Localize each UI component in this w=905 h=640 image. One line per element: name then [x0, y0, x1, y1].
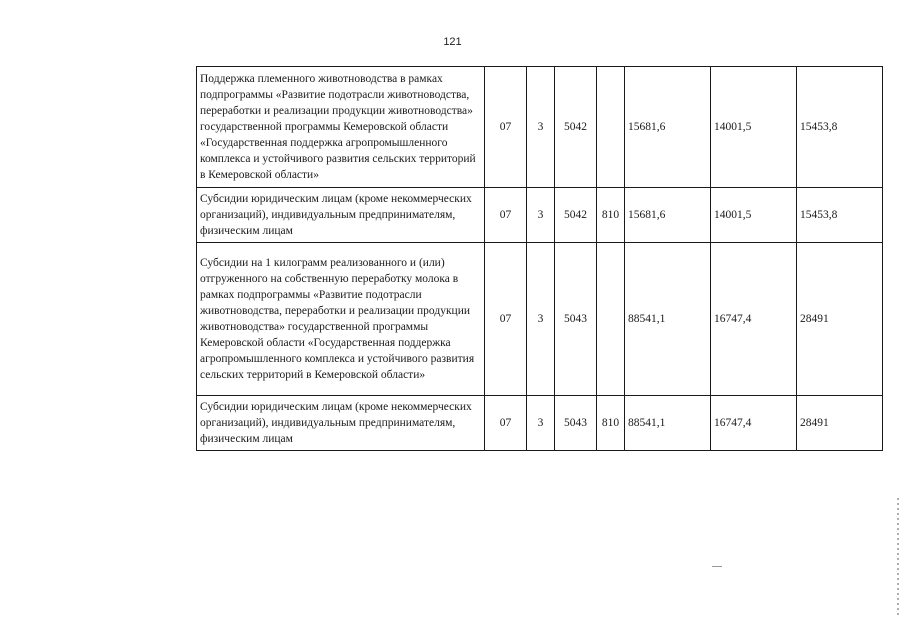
section-code: 07	[485, 67, 527, 188]
target-article-code: 5042	[555, 67, 597, 188]
amount-year-1: 88541,1	[625, 396, 711, 451]
row-description: Субсидии юридическим лицам (кроме некоммерческих организаций), индивидуальным предпринимателям, физическим лицам	[197, 188, 485, 243]
target-article-code: 5042	[555, 188, 597, 243]
section-code: 07	[485, 243, 527, 396]
target-article-code: 5043	[555, 243, 597, 396]
row-description: Субсидии на 1 килограмм реализованного и (или) отгруженного на собственную переработку молока в рамках подпрограммы «Развитие подотрасли животноводства, переработки и реализации продукции животноводства» государственной программы Кемеровской области «Государственная поддержка агропромышленного комплекса и устойчивого развития сельских территорий в Кемеровской области»	[197, 243, 485, 396]
subsection-code: 3	[527, 188, 555, 243]
amount-year-2: 14001,5	[711, 67, 797, 188]
page-number: 121	[443, 36, 462, 48]
section-code: 07	[485, 188, 527, 243]
amount-year-3: 15453,8	[797, 67, 883, 188]
subsection-code: 3	[527, 67, 555, 188]
amount-year-2: 14001,5	[711, 188, 797, 243]
amount-year-2: 16747,4	[711, 396, 797, 451]
amount-year-1: 15681,6	[625, 67, 711, 188]
expense-type-code	[597, 67, 625, 188]
amount-year-1: 15681,6	[625, 188, 711, 243]
table-row	[197, 396, 883, 451]
expense-type-code	[597, 243, 625, 396]
table-row	[197, 188, 883, 243]
row-description: Субсидии юридическим лицам (кроме некоммерческих организаций), индивидуальным предпринимателям, физическим лицам	[197, 396, 485, 451]
amount-year-1: 88541,1	[625, 243, 711, 396]
subsection-code: 3	[527, 396, 555, 451]
scan-margin-mark	[897, 498, 899, 618]
amount-year-3: 28491	[797, 243, 883, 396]
scan-speck	[712, 566, 722, 567]
budget-table	[196, 66, 883, 451]
amount-year-2: 16747,4	[711, 243, 797, 396]
row-description: Поддержка племенного животноводства в рамках подпрограммы «Развитие подотрасли животноводства, переработки и реализации продукции животноводства» государственной программы Кемеровской области «Государственная поддержка агропромышленного комплекса и устойчивого развития сельских территорий в Кемеровской области»	[197, 67, 485, 188]
table-row	[197, 67, 883, 188]
subsection-code: 3	[527, 243, 555, 396]
amount-year-3: 28491	[797, 396, 883, 451]
amount-year-3: 15453,8	[797, 188, 883, 243]
section-code: 07	[485, 396, 527, 451]
expense-type-code: 810	[597, 396, 625, 451]
table-row	[197, 243, 883, 396]
target-article-code: 5043	[555, 396, 597, 451]
expense-type-code: 810	[597, 188, 625, 243]
